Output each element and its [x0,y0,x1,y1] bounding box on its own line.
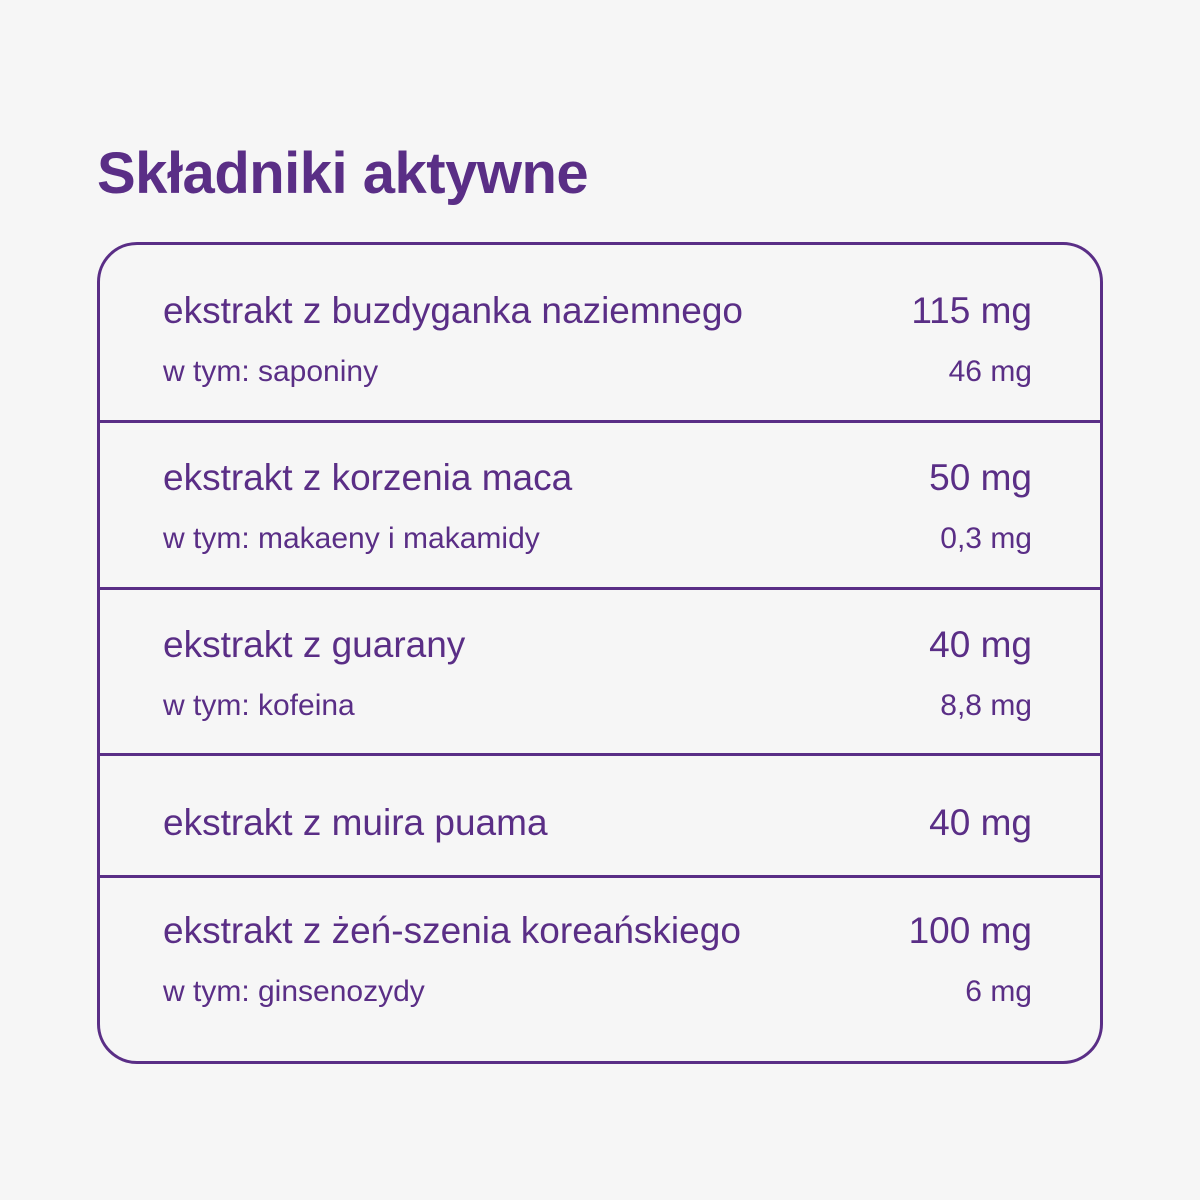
ingredient-line [163,289,1032,333]
sub-ingredient-name: w tym: ginsenozydy [163,975,425,1008]
page-title: Składniki aktywne [97,141,589,206]
table-row [100,753,1100,875]
ingredient-line [163,801,1032,845]
sub-ingredient-amount: 46 mg [948,355,1032,388]
table-row [100,245,1100,420]
ingredients-table [97,242,1103,1064]
ingredient-line [163,623,1032,667]
ingredient-line [163,909,1032,953]
sub-ingredient-name: w tym: makaeny i makamidy [163,522,540,555]
ingredient-name: ekstrakt z guarany [163,624,466,665]
sub-ingredient-line [163,688,1032,724]
sub-ingredient-line [163,974,1032,1010]
sub-ingredient-name: w tym: saponiny [163,355,379,388]
ingredient-amount: 40 mg [929,802,1032,843]
sub-ingredient-line [163,521,1032,557]
ingredient-name: ekstrakt z korzenia maca [163,457,573,498]
ingredient-amount: 40 mg [929,624,1032,665]
ingredient-amount: 50 mg [929,457,1032,498]
table-row [100,587,1100,753]
ingredient-name: ekstrakt z żeń-szenia koreańskiego [163,910,741,951]
sub-ingredient-amount: 0,3 mg [940,522,1032,555]
sub-ingredient-amount: 6 mg [965,975,1032,1008]
sub-ingredient-name: w tym: kofeina [163,689,355,722]
ingredient-line [163,456,1032,500]
table-row [100,420,1100,587]
ingredient-amount: 115 mg [911,290,1032,331]
sub-ingredient-amount: 8,8 mg [940,689,1032,722]
ingredient-name: ekstrakt z muira puama [163,802,548,843]
ingredient-amount: 100 mg [908,910,1032,951]
table-row [100,875,1100,1061]
sub-ingredient-line [163,354,1032,390]
ingredient-name: ekstrakt z buzdyganka naziemnego [163,290,744,331]
